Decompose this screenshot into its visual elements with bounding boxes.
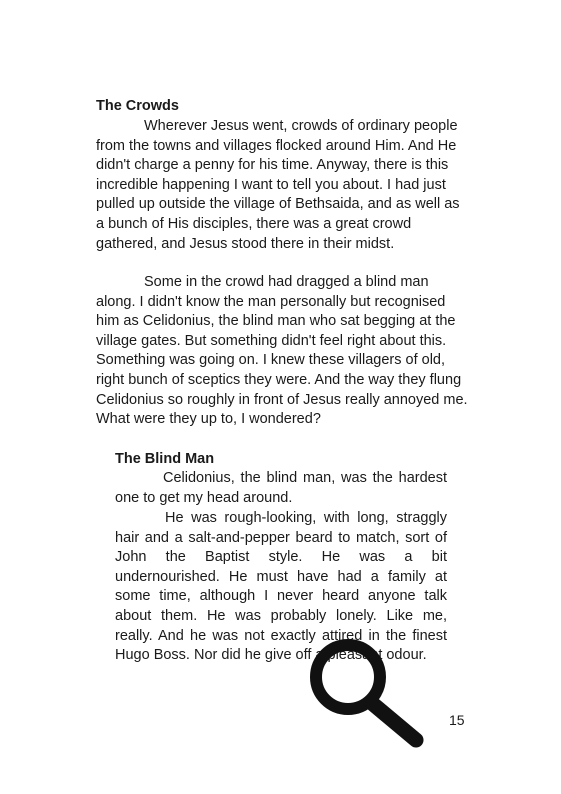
page-number: 15 bbox=[449, 712, 465, 728]
paragraph-crowds-1: Wherever Jesus went, crowds of ordinary people from the towns and villages flocked around Him. And He didn't charge a penny for his time. Anyway, there is this incredible happening I want to tell you about. I had just pulled up outside the village of Bethsaida, and as well as a bunch of His disciples, there was a great crowd gathered, and Jesus stood there in their midst. bbox=[96, 118, 460, 252]
paragraph-crowds-2: Some in the crowd had dragged a blind man along. I didn't know the man personally but recognised him as Celidonius, the blind man who sat begging at the village gates. But something didn't feel right about this. Something was going on. I knew these villagers of old, right bunch of sceptics they were. And the way they flung Celidonius so roughly in front of Jesus really annoyed me. What were they up to, I wondered? bbox=[96, 274, 468, 428]
section-heading-blind-man: The Blind Man bbox=[115, 451, 215, 467]
magnifier-icon[interactable] bbox=[306, 634, 436, 750]
paragraph-blind-man-2: He was rough-looking, with long, straggly hair and a salt-and-pepper beard to match, sort of John the Baptist style. He was a bit undernourished. He must have had a family at some time, although I never heard anyone talk about them. He was probably lonely. Like me, really. And he was not exactly attired in the finest Hugo Boss. Nor did he give off a pleasant odour. bbox=[115, 510, 447, 664]
paragraph-blind-man-1: Celidonius, the blind man, was the hardest one to get my head around. bbox=[115, 470, 447, 506]
section-heading-crowds: The Crowds bbox=[96, 98, 179, 114]
